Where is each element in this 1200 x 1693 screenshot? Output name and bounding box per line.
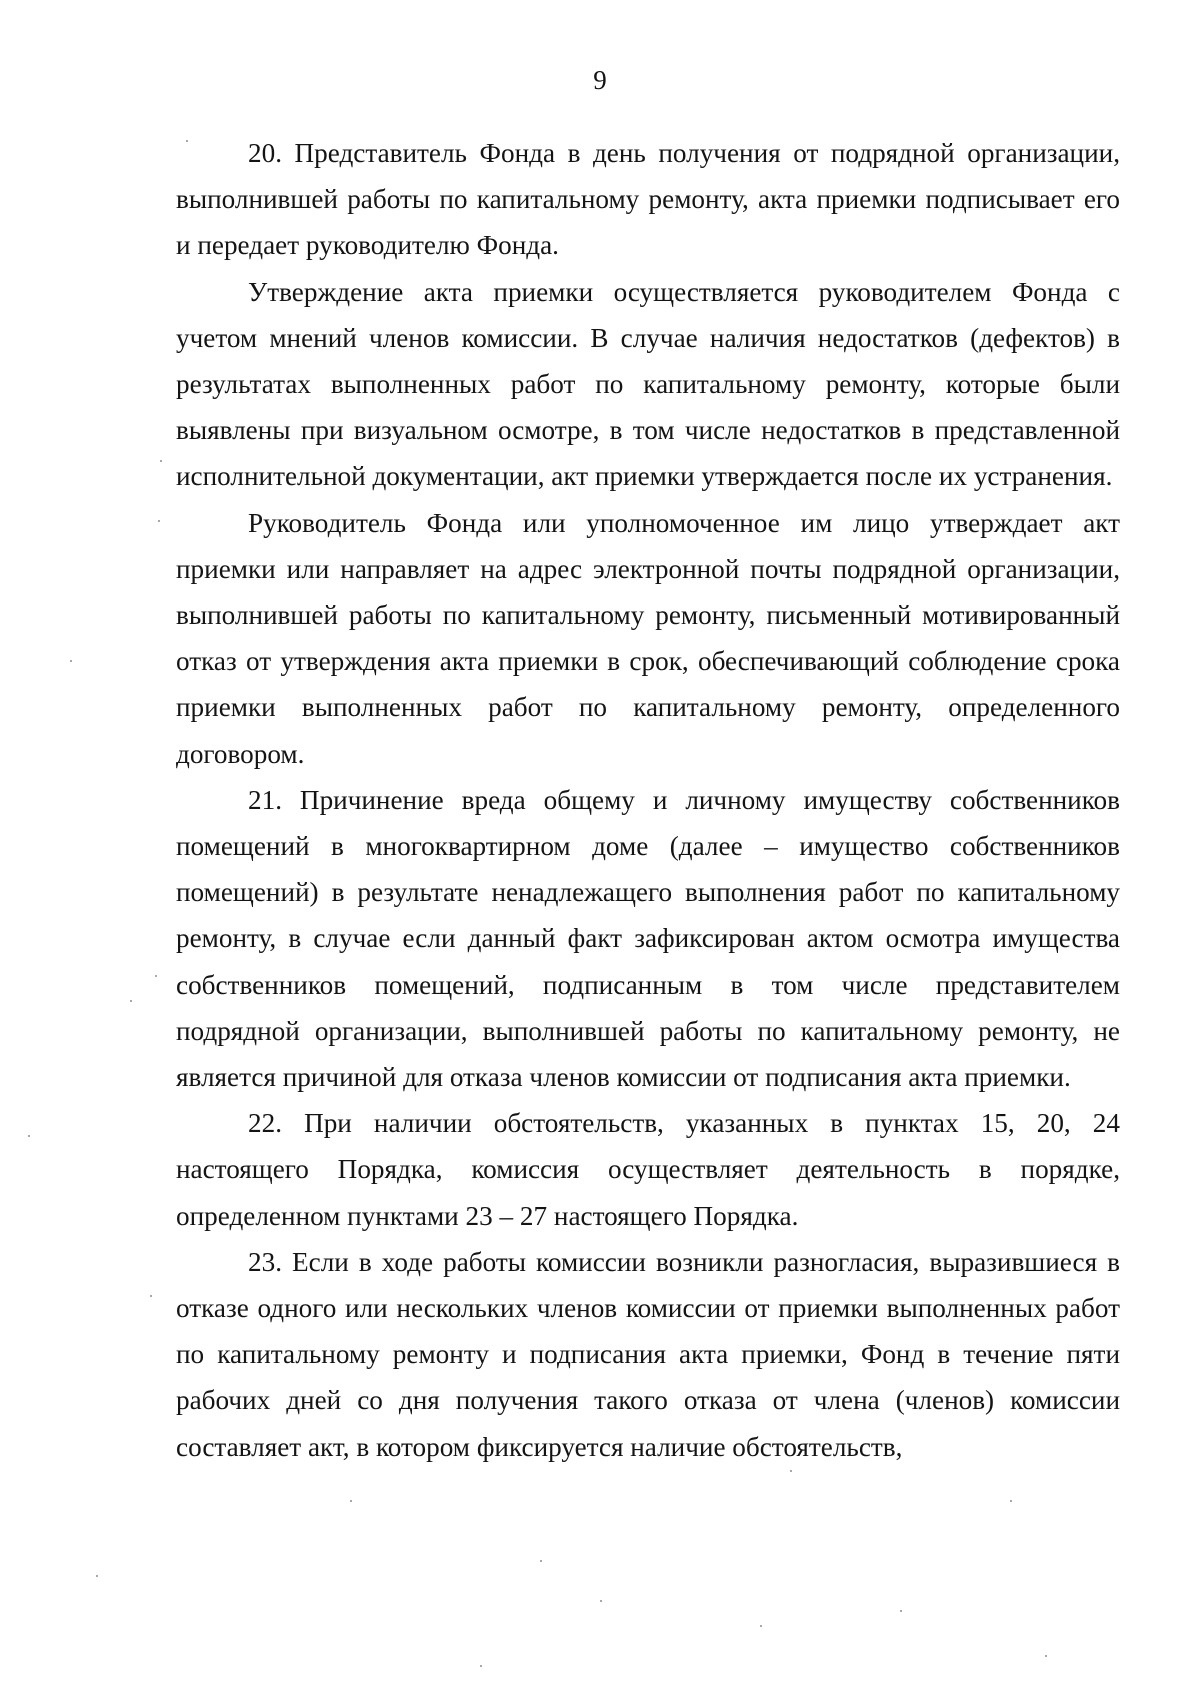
scan-speck (130, 1000, 132, 1002)
scan-speck (600, 1600, 602, 1602)
scan-speck (350, 1500, 352, 1502)
paragraph-22: 22. При наличии обстоятельств, указанных в пунктах 15, 20, 24 настоящего Порядка, комиссия осуществляет деятельность в порядке, определенном пунктами 23 – 27 настоящего Порядка. (176, 1108, 1120, 1231)
scan-speck (186, 140, 188, 142)
scan-speck (96, 1575, 98, 1577)
scan-speck (790, 1470, 792, 1472)
scan-speck (760, 1625, 762, 1627)
paragraph-head-decision: Руководитель Фонда или уполномоченное им лицо утверждает акт приемки или направляет на адрес электронной почты подрядной организации, выполнившей работы по капитальному ремонту, письменный мотивированный отказ от утверждения акта приемки в срок, обеспечивающий соблюдение срока приемки выполненных работ по капитальному ремонту, определенного договором. (176, 507, 1120, 769)
scan-speck (540, 1560, 542, 1562)
paragraph-approval: Утверждение акта приемки осуществляется руководителем Фонда с учетом мнений членов комиссии. В случае наличия недостатков (дефектов) в результатах выполненных работ по капитальному ремонту, которые были выявлены при визуальном осмотре, в том числе недостатков в представленной исполнительной документации, акт приемки утверждается после их устранения. (176, 276, 1120, 492)
scan-speck (150, 1295, 152, 1297)
document-body (176, 130, 1120, 1470)
scan-speck (28, 1135, 30, 1137)
paragraph-23: 23. Если в ходе работы комиссии возникли разногласия, выразившиеся в отказе одного или нескольких членов комиссии от приемки выполненных работ по капитальному ремонту и подписания акта приемки, Фонд в течение пяти рабочих дней со дня получения такого отказа от члена (членов) комиссии составляет акт, в котором фиксируется наличие обстоятельств, (176, 1246, 1120, 1462)
scan-speck (155, 975, 157, 977)
paragraph-21: 21. Причинение вреда общему и личному имуществу собственников помещений в многоквартирном доме (далее – имущество собственников помещений) в результате ненадлежащего выполнения работ по капитальному ремонту, в случае если данный факт зафиксирован актом осмотра имущества собственников помещений, подписанным в том числе представителем подрядной организации, выполнившей работы по капитальному ремонту, не является причиной для отказа членов комиссии от подписания акта приемки. (176, 784, 1120, 1093)
scan-speck (158, 520, 160, 522)
paragraph-20: 20. Представитель Фонда в день получения от подрядной организации, выполнившей работы по капитальному ремонту, акта приемки подписывает его и передает руководителю Фонда. (176, 138, 1120, 261)
scan-speck (1010, 1500, 1012, 1502)
page-number: 9 (593, 65, 607, 95)
scan-speck (1045, 1655, 1047, 1657)
scan-speck (480, 1665, 482, 1667)
scan-speck (900, 1610, 902, 1612)
scan-speck (160, 460, 162, 462)
scan-speck (70, 660, 72, 662)
